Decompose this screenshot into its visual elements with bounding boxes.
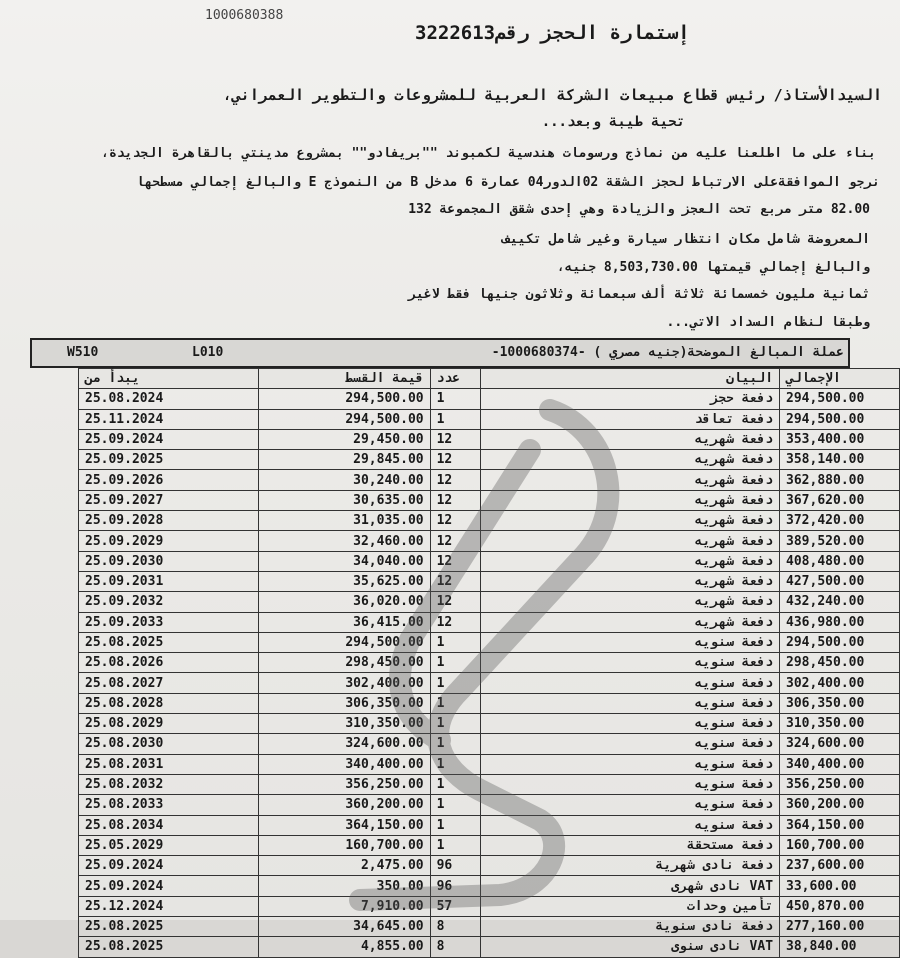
letter-line-project: بناء على ما اطلعنا عليه من نماذج ورسومات هندسية لكمبوند ""بريفادو"" بمشروع مدينتي بالقاهرة الجديدة، bbox=[101, 146, 876, 161]
table-row bbox=[79, 409, 900, 429]
table-row bbox=[79, 673, 900, 693]
letter-salutation: السيدالأستاذ/ رئيس قطاع مبيعات الشركة العربية للمشروعات والتطوير العمراني، bbox=[222, 86, 882, 104]
cell-start-date: 25.09.2024 bbox=[79, 429, 259, 449]
cell-total: 450,870.00 bbox=[780, 896, 900, 916]
table-row bbox=[79, 531, 900, 551]
cell-installment: 34,040.00 bbox=[258, 551, 430, 571]
letter-line-payment-system: وطبقا لنظام السداد الاتي... bbox=[666, 315, 870, 330]
cell-description: دفعة شهريه bbox=[480, 511, 779, 531]
cell-description: دفعة سنويه bbox=[480, 734, 779, 754]
cell-total: 237,600.00 bbox=[780, 856, 900, 876]
table-row bbox=[79, 693, 900, 713]
cell-total: 38,840.00 bbox=[780, 937, 900, 957]
cell-total: 306,350.00 bbox=[780, 693, 900, 713]
cell-description: تأمين وحدات bbox=[480, 896, 779, 916]
table-row bbox=[79, 734, 900, 754]
cell-start-date: 25.12.2024 bbox=[79, 896, 259, 916]
cell-start-date: 25.09.2028 bbox=[79, 511, 259, 531]
table-row bbox=[79, 389, 900, 409]
currency-band bbox=[30, 338, 850, 368]
cell-count: 8 bbox=[430, 917, 480, 937]
table-row bbox=[79, 551, 900, 571]
table-row bbox=[79, 917, 900, 937]
cell-start-date: 25.09.2029 bbox=[79, 531, 259, 551]
cell-description: دفعة شهريه bbox=[480, 612, 779, 632]
table-row bbox=[79, 632, 900, 652]
cell-description: دفعة تعاقد bbox=[480, 409, 779, 429]
cell-total: 277,160.00 bbox=[780, 917, 900, 937]
cell-total: 356,250.00 bbox=[780, 774, 900, 794]
cell-installment: 364,150.00 bbox=[258, 815, 430, 835]
cell-total: 324,600.00 bbox=[780, 734, 900, 754]
cell-installment: 160,700.00 bbox=[258, 835, 430, 855]
table-row bbox=[79, 714, 900, 734]
cell-description: دفعة سنويه bbox=[480, 673, 779, 693]
cell-count: 96 bbox=[430, 856, 480, 876]
cell-installment: 350.00 bbox=[258, 876, 430, 896]
cell-installment: 310,350.00 bbox=[258, 714, 430, 734]
cell-count: 12 bbox=[430, 470, 480, 490]
cell-start-date: 25.08.2033 bbox=[79, 795, 259, 815]
cell-count: 1 bbox=[430, 409, 480, 429]
cell-description: دفعة نادى شهرية bbox=[480, 856, 779, 876]
document-number: 1000680388 bbox=[205, 8, 284, 23]
cell-start-date: 25.09.2030 bbox=[79, 551, 259, 571]
cell-total: 360,200.00 bbox=[780, 795, 900, 815]
cell-count: 12 bbox=[430, 429, 480, 449]
cell-installment: 29,450.00 bbox=[258, 429, 430, 449]
header-description: البيان bbox=[480, 369, 779, 389]
cell-installment: 32,460.00 bbox=[258, 531, 430, 551]
cell-count: 1 bbox=[430, 734, 480, 754]
cell-count: 1 bbox=[430, 754, 480, 774]
cell-total: 432,240.00 bbox=[780, 592, 900, 612]
table-row bbox=[79, 876, 900, 896]
cell-installment: 34,645.00 bbox=[258, 917, 430, 937]
cell-total: 33,600.00 bbox=[780, 876, 900, 896]
cell-installment: 29,845.00 bbox=[258, 450, 430, 470]
cell-total: 372,420.00 bbox=[780, 511, 900, 531]
table-row bbox=[79, 937, 900, 957]
cell-total: 340,400.00 bbox=[780, 754, 900, 774]
cell-count: 12 bbox=[430, 592, 480, 612]
cell-count: 12 bbox=[430, 612, 480, 632]
cell-count: 12 bbox=[430, 571, 480, 591]
cell-installment: 324,600.00 bbox=[258, 734, 430, 754]
letter-line-area: 82.00 متر مربع تحت العجز والزيادة وهي إحدى شقق المجموعة 132 bbox=[408, 202, 870, 217]
cell-total: 294,500.00 bbox=[780, 632, 900, 652]
cell-count: 57 bbox=[430, 896, 480, 916]
table-row bbox=[79, 815, 900, 835]
cell-count: 1 bbox=[430, 835, 480, 855]
cell-installment: 306,350.00 bbox=[258, 693, 430, 713]
cell-description: VAT نادى شهرى bbox=[480, 876, 779, 896]
cell-start-date: 25.09.2027 bbox=[79, 490, 259, 510]
cell-total: 294,500.00 bbox=[780, 409, 900, 429]
cell-start-date: 25.08.2029 bbox=[79, 714, 259, 734]
cell-description: دفعة شهريه bbox=[480, 429, 779, 449]
cell-total: 362,880.00 bbox=[780, 470, 900, 490]
cell-count: 1 bbox=[430, 714, 480, 734]
cell-description: دفعة سنويه bbox=[480, 632, 779, 652]
cell-start-date: 25.09.2032 bbox=[79, 592, 259, 612]
cell-description: دفعة سنويه bbox=[480, 714, 779, 734]
cell-description: دفعة شهريه bbox=[480, 551, 779, 571]
cell-count: 1 bbox=[430, 795, 480, 815]
cell-description: دفعة شهريه bbox=[480, 571, 779, 591]
table-row bbox=[79, 774, 900, 794]
cell-installment: 294,500.00 bbox=[258, 632, 430, 652]
cell-description: دفعة حجز bbox=[480, 389, 779, 409]
cell-total: 294,500.00 bbox=[780, 389, 900, 409]
cell-description: دفعة شهريه bbox=[480, 592, 779, 612]
cell-installment: 30,635.00 bbox=[258, 490, 430, 510]
cell-count: 12 bbox=[430, 450, 480, 470]
table-row bbox=[79, 795, 900, 815]
cell-total: 364,150.00 bbox=[780, 815, 900, 835]
cell-installment: 31,035.00 bbox=[258, 511, 430, 531]
cell-count: 12 bbox=[430, 511, 480, 531]
cell-start-date: 25.05.2029 bbox=[79, 835, 259, 855]
cell-start-date: 25.09.2033 bbox=[79, 612, 259, 632]
letter-line-total-words: ثمانية مليون خمسمائة ثلاثة ألف سبعمائة وثلاثون جنيها فقط لاغير bbox=[408, 287, 870, 302]
table-row bbox=[79, 490, 900, 510]
cell-count: 12 bbox=[430, 531, 480, 551]
cell-total: 310,350.00 bbox=[780, 714, 900, 734]
cell-start-date: 25.08.2028 bbox=[79, 693, 259, 713]
cell-installment: 302,400.00 bbox=[258, 673, 430, 693]
cell-description: VAT نادى سنوى bbox=[480, 937, 779, 957]
cell-start-date: 25.08.2026 bbox=[79, 653, 259, 673]
cell-total: 427,500.00 bbox=[780, 571, 900, 591]
table-row bbox=[79, 856, 900, 876]
cell-count: 1 bbox=[430, 774, 480, 794]
cell-count: 1 bbox=[430, 389, 480, 409]
cell-description: دفعة سنويه bbox=[480, 754, 779, 774]
payment-schedule-table bbox=[78, 368, 900, 958]
cell-start-date: 25.08.2024 bbox=[79, 389, 259, 409]
table-row bbox=[79, 896, 900, 916]
letter-line-total-value: والبالغ إجمالي قيمتها 8,503,730.00 جنيه، bbox=[556, 260, 870, 275]
cell-start-date: 25.08.2027 bbox=[79, 673, 259, 693]
cell-total: 436,980.00 bbox=[780, 612, 900, 632]
cell-installment: 360,200.00 bbox=[258, 795, 430, 815]
cell-start-date: 25.11.2024 bbox=[79, 409, 259, 429]
cell-start-date: 25.09.2024 bbox=[79, 876, 259, 896]
table-header-row bbox=[79, 369, 900, 389]
cell-installment: 294,500.00 bbox=[258, 409, 430, 429]
form-title: إستمارة الحجز رقم3222613 bbox=[415, 22, 690, 44]
cell-start-date: 25.09.2031 bbox=[79, 571, 259, 591]
cell-count: 96 bbox=[430, 876, 480, 896]
cell-start-date: 25.08.2030 bbox=[79, 734, 259, 754]
cell-installment: 340,400.00 bbox=[258, 754, 430, 774]
cell-description: دفعة سنويه bbox=[480, 693, 779, 713]
cell-start-date: 25.09.2025 bbox=[79, 450, 259, 470]
cell-count: 1 bbox=[430, 693, 480, 713]
header-start-date: يبدأ من bbox=[79, 369, 259, 389]
letter-line-unit: نرجو الموافقةعلى الارتباط لحجز الشقة 02الدور04 عمارة 6 مدخل B من النموذج E والبالغ إجمالي مسطحها bbox=[136, 175, 880, 190]
cell-count: 1 bbox=[430, 632, 480, 652]
cell-total: 389,520.00 bbox=[780, 531, 900, 551]
cell-description: دفعة شهريه bbox=[480, 531, 779, 551]
cell-description: دفعة مستحقة bbox=[480, 835, 779, 855]
cell-description: دفعة شهريه bbox=[480, 450, 779, 470]
table-row bbox=[79, 653, 900, 673]
cell-description: دفعة شهريه bbox=[480, 470, 779, 490]
table-row bbox=[79, 592, 900, 612]
header-installment: قيمة القسط bbox=[258, 369, 430, 389]
letter-greeting: تحية طيبة وبعد... bbox=[541, 114, 685, 130]
table-row bbox=[79, 571, 900, 591]
cell-description: دفعة سنويه bbox=[480, 653, 779, 673]
cell-installment: 356,250.00 bbox=[258, 774, 430, 794]
table-row bbox=[79, 511, 900, 531]
cell-description: دفعة شهريه bbox=[480, 490, 779, 510]
cell-count: 1 bbox=[430, 653, 480, 673]
cell-total: 302,400.00 bbox=[780, 673, 900, 693]
cell-start-date: 25.08.2032 bbox=[79, 774, 259, 794]
cell-start-date: 25.08.2031 bbox=[79, 754, 259, 774]
cell-count: 1 bbox=[430, 673, 480, 693]
cell-start-date: 25.08.2025 bbox=[79, 632, 259, 652]
cell-total: 358,140.00 bbox=[780, 450, 900, 470]
cell-installment: 36,020.00 bbox=[258, 592, 430, 612]
table-row bbox=[79, 470, 900, 490]
cell-description: دفعة سنويه bbox=[480, 774, 779, 794]
cell-count: 12 bbox=[430, 490, 480, 510]
header-total: الإجمالي bbox=[780, 369, 900, 389]
cell-start-date: 25.08.2034 bbox=[79, 815, 259, 835]
cell-start-date: 25.09.2024 bbox=[79, 856, 259, 876]
table-row bbox=[79, 429, 900, 449]
band-code-w510: W510 bbox=[67, 345, 99, 360]
header-count: عدد bbox=[430, 369, 480, 389]
cell-total: 298,450.00 bbox=[780, 653, 900, 673]
cell-description: دفعة سنويه bbox=[480, 815, 779, 835]
cell-total: 160,700.00 bbox=[780, 835, 900, 855]
letter-line-parking: المعروضة شامل مكان انتظار سيارة وغير شامل تكييف bbox=[502, 232, 870, 247]
table-row bbox=[79, 612, 900, 632]
cell-start-date: 25.08.2025 bbox=[79, 937, 259, 957]
cell-count: 12 bbox=[430, 551, 480, 571]
cell-installment: 4,855.00 bbox=[258, 937, 430, 957]
table-row bbox=[79, 754, 900, 774]
cell-description: دفعة نادى سنوية bbox=[480, 917, 779, 937]
cell-total: 367,620.00 bbox=[780, 490, 900, 510]
cell-start-date: 25.08.2025 bbox=[79, 917, 259, 937]
cell-count: 8 bbox=[430, 937, 480, 957]
cell-installment: 294,500.00 bbox=[258, 389, 430, 409]
cell-installment: 30,240.00 bbox=[258, 470, 430, 490]
cell-installment: 35,625.00 bbox=[258, 571, 430, 591]
cell-total: 408,480.00 bbox=[780, 551, 900, 571]
cell-start-date: 25.09.2026 bbox=[79, 470, 259, 490]
cell-installment: 2,475.00 bbox=[258, 856, 430, 876]
band-currency-label: عملة المبالغ الموضحة(جنيه مصري ) -1000680374- bbox=[491, 345, 844, 360]
table-row bbox=[79, 835, 900, 855]
cell-installment: 298,450.00 bbox=[258, 653, 430, 673]
cell-description: دفعة سنويه bbox=[480, 795, 779, 815]
cell-total: 353,400.00 bbox=[780, 429, 900, 449]
band-code-l010: L010 bbox=[192, 345, 224, 360]
cell-count: 1 bbox=[430, 815, 480, 835]
cell-installment: 36,415.00 bbox=[258, 612, 430, 632]
table-row bbox=[79, 450, 900, 470]
cell-installment: 7,910.00 bbox=[258, 896, 430, 916]
